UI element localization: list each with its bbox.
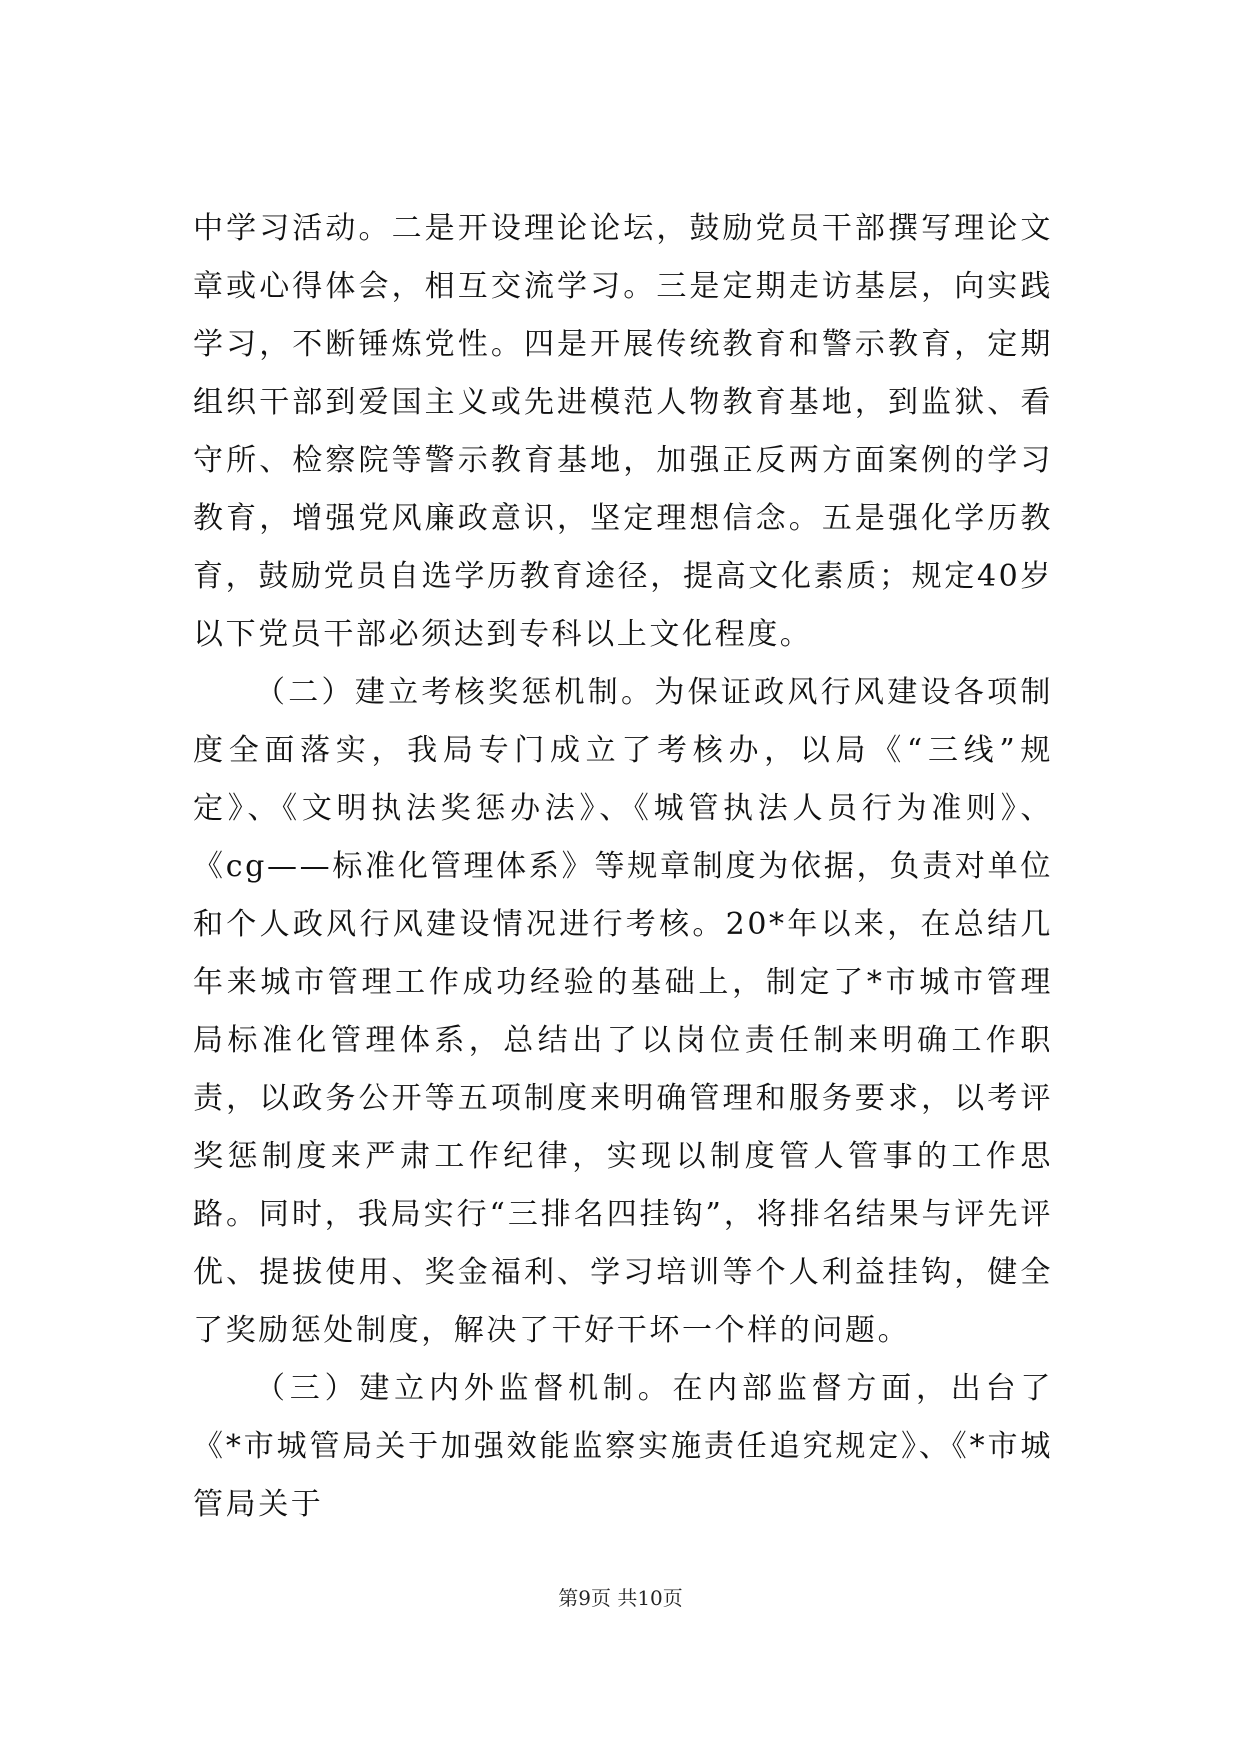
paragraph-supervision-mechanism: （三）建立内外监督机制。在内部监督方面，出台了《*市城管局关于加强效能监察实施责任追究规定》、《*市城管局关于 bbox=[193, 1371, 1053, 1522]
paragraph-assessment-mechanism: （二）建立考核奖惩机制。为保证政风行风建设各项制度全面落实，我局专门成立了考核办，以局《“三线”规定》、《文明执法奖惩办法》、《城管执法人员行为准则》、《cg——标准化管理体系》等规章制度为依据，负责对单位和个人政风行风建设情况进行考核。20*年以来，在总结几年来城市管理工作成功经验的基础上，制定了*市城市管理局标准化管理体系，总结出了以岗位责任制来明确工作职责，以政务公开等五项制度来明确管理和服务要求，以考评奖惩制度来严肃工作纪律，实现以制度管人管事的工作思路。同时，我局实行“三排名四挂钩”，将排名结果与评先评优、提拔使用、奖金福利、学习培训等个人利益挂钩，健全了奖励惩处制度，解决了干好干坏一个样的问题。 bbox=[193, 675, 1053, 1348]
paragraph-study-activities: 中学习活动。二是开设理论论坛，鼓励党员干部撰写理论文章或心得体会，相互交流学习。三是定期走访基层，向实践学习，不断锤炼党性。四是开展传统教育和警示教育，定期组织干部到爱国主义或先进模范人物教育基地，到监狱、看守所、检察院等警示教育基地，加强正反两方面案例的学习教育，增强党风廉政意识，坚定理想信念。五是强化学历教育，鼓励党员自选学历教育途径，提高文化素质；规定40岁以下党员干部必须达到专科以上文化程度。 bbox=[193, 211, 1053, 652]
document-body bbox=[193, 200, 1053, 1534]
page-footer: 第9页 共10页 bbox=[558, 1586, 683, 1610]
